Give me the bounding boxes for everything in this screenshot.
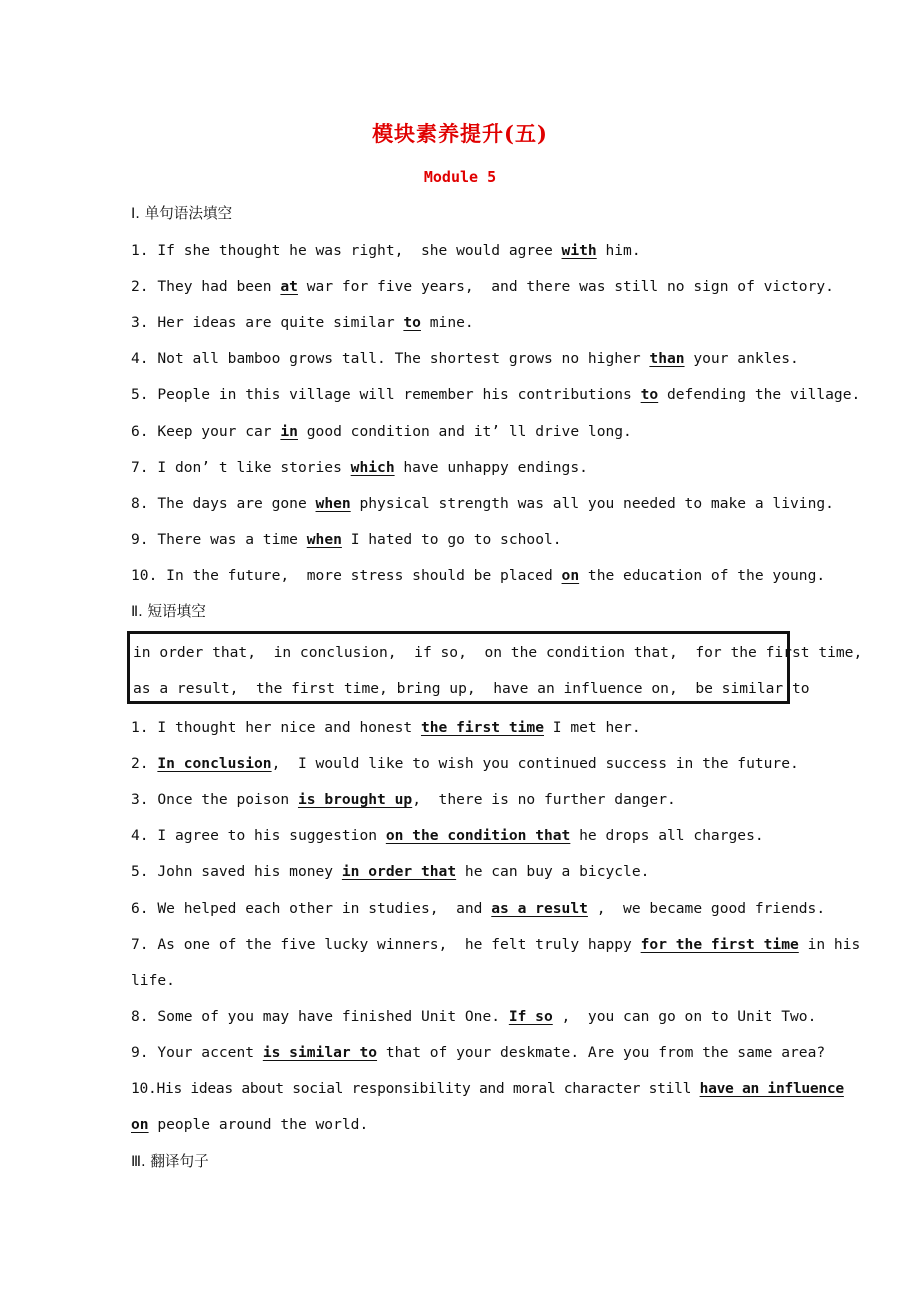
answer-blank: when [315,495,351,512]
answer-blank: to [403,314,421,331]
answer-blank: on [131,1116,149,1133]
s1-item-1: 1. If she thought he was right, she would agree with him. [131,242,641,259]
s2-item-4: 4. I agree to his suggestion on the condition that he drops all charges. [131,827,764,844]
answer-blank: If so [508,1008,553,1025]
s2-item-1: 1. I thought her nice and honest the first time I met her. [131,719,641,736]
section1-heading: Ⅰ. 单句语法填空 [131,205,233,222]
s1-item-3: 3. Her ideas are quite similar to mine. [131,314,474,331]
page-title: 模块素养提升(五) [372,121,548,146]
answer-blank: have an influence [699,1080,844,1097]
s2-item-10: 10.His ideas about social responsibility and moral character still have an influence [131,1080,844,1097]
phrase-bank-line-2: as a result, the first time, bring up, have an influence on, be similar to [133,680,810,697]
s2-item-9: 9. Your accent is similar to that of your deskmate. Are you from the same area? [131,1044,826,1061]
answer-blank: with [561,242,597,259]
page-subtitle: Module 5 [423,168,497,186]
s1-item-10: 10. In the future, more stress should be placed on the education of the young. [131,567,826,584]
s2-item-3: 3. Once the poison is brought up, there is no further danger. [131,791,676,808]
answer-blank: for the first time [640,936,799,953]
s2-item-10-cont: on people around the world. [131,1116,369,1133]
s2-item-6: 6. We helped each other in studies, and as a result , we became good friends. [131,900,826,917]
s1-item-9: 9. There was a time when I hated to go to school. [131,531,562,548]
s1-item-4: 4. Not all bamboo grows tall. The shortest grows no higher than your ankles. [131,350,799,367]
s1-item-5: 5. People in this village will remember his contributions to defending the village. [131,386,861,403]
section2-heading: Ⅱ. 短语填空 [131,603,206,620]
answer-blank: which [350,459,395,476]
s1-item-8: 8. The days are gone when physical strength was all you needed to make a living. [131,495,834,512]
section3-heading: Ⅲ. 翻译句子 [131,1153,209,1170]
s2-item-8: 8. Some of you may have finished Unit One. If so , you can go on to Unit Two. [131,1008,817,1025]
answer-blank: on the condition that [385,827,571,844]
answer-blank: on [561,567,580,584]
phrase-bank-box [127,631,863,704]
s1-item-7: 7. I don’ t like stories which have unhappy endings. [131,459,588,476]
answer-blank: than [649,350,685,367]
s2-item-7-cont: life. [131,972,175,989]
answer-blank: to [640,386,659,403]
answer-blank: is brought up [297,791,413,808]
answer-blank: when [306,531,342,548]
answer-blank: the first time [420,719,544,736]
answer-blank: In conclusion [157,755,272,772]
answer-blank: is similar to [262,1044,378,1061]
phrase-bank-line-1: in order that, in conclusion, if so, on the condition that, for the first time, [133,644,863,661]
s1-item-2: 2. They had been at war for five years, and there was still no sign of victory. [131,278,834,295]
s1-item-6: 6. Keep your car in good condition and it’ ll drive long. [131,423,632,440]
answer-blank: as a result [491,900,588,917]
answer-blank: in order that [341,863,457,880]
s2-item-2: 2. In conclusion, I would like to wish you continued success in the future. [131,755,799,772]
answer-blank: at [280,278,298,295]
s2-item-5: 5. John saved his money in order that he can buy a bicycle. [131,863,650,880]
answer-blank: in [280,423,298,440]
s2-item-7: 7. As one of the five lucky winners, he felt truly happy for the first time in his [131,936,861,953]
